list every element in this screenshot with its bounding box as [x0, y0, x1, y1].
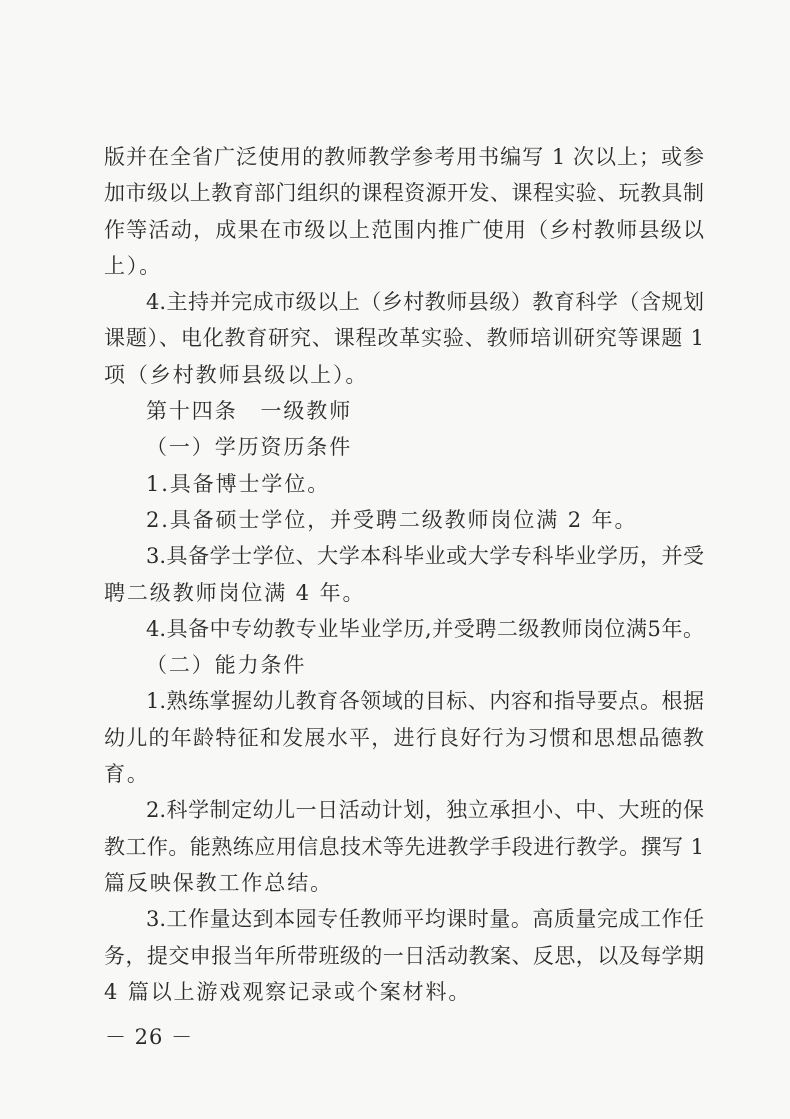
text-line: 课题）、电化教育研究、课程改革实验、教师培训研究等课题 1 [104, 326, 704, 351]
section-heading: 第十四条 一级教师 [146, 399, 353, 424]
text-line: 1.熟练掌握幼儿教育各领域的目标、内容和指导要点。根据 [146, 689, 704, 714]
text-line: 务，提交申报当年所带班级的一日活动教案、反思，以及每学期 [104, 943, 704, 968]
text-line: 4 篇以上游戏观察记录或个案材料。 [104, 979, 472, 1004]
text-line: 3.工作量达到本园专任教师平均课时量。高质量完成工作任 [146, 907, 704, 932]
text-line: 项（乡村教师县级以上）。 [104, 362, 369, 387]
text-line: 聘二级教师岗位满 4 年。 [104, 580, 366, 605]
text-line: 1.具备博士学位。 [146, 471, 331, 496]
text-line: 4.具备中专幼教专业毕业学历,并受聘二级教师岗位满5年。 [146, 616, 704, 641]
text-line: 篇反映保教工作总结。 [104, 870, 333, 895]
subsection-heading: （二）能力条件 [146, 653, 307, 678]
text-line: 2.科学制定幼儿一日活动计划，独立承担小、中、大班的保 [146, 798, 704, 823]
document-body [104, 139, 704, 1010]
text-line: 幼儿的年龄特征和发展水平，进行良好行为习惯和思想品德教 [104, 725, 704, 750]
text-line: 上）。 [104, 253, 163, 278]
text-line: 育。 [104, 762, 150, 787]
text-line: 版并在全省广泛使用的教师教学参考用书编写 1 次以上；或参 [104, 145, 704, 169]
text-line: 加市级以上教育部门组织的课程资源开发、课程实验、玩教具制 [104, 181, 704, 206]
page-number: － 26 － [105, 1025, 194, 1049]
text-line: 4.主持并完成市级以上（乡村教师县级）教育科学（含规划 [146, 290, 704, 315]
text-line: 2.具备硕士学位，并受聘二级教师岗位满 2 年。 [146, 507, 638, 532]
text-line: 作等活动，成果在市级以上范围内推广使用（乡村教师县级以 [104, 217, 704, 242]
text-line: 教工作。能熟练应用信息技术等先进教学手段进行教学。撰写 1 [104, 834, 704, 859]
text-line: 3.具备学士学位、大学本科毕业或大学专科毕业学历，并受 [146, 544, 704, 569]
subsection-heading: （一）学历资历条件 [146, 435, 353, 460]
